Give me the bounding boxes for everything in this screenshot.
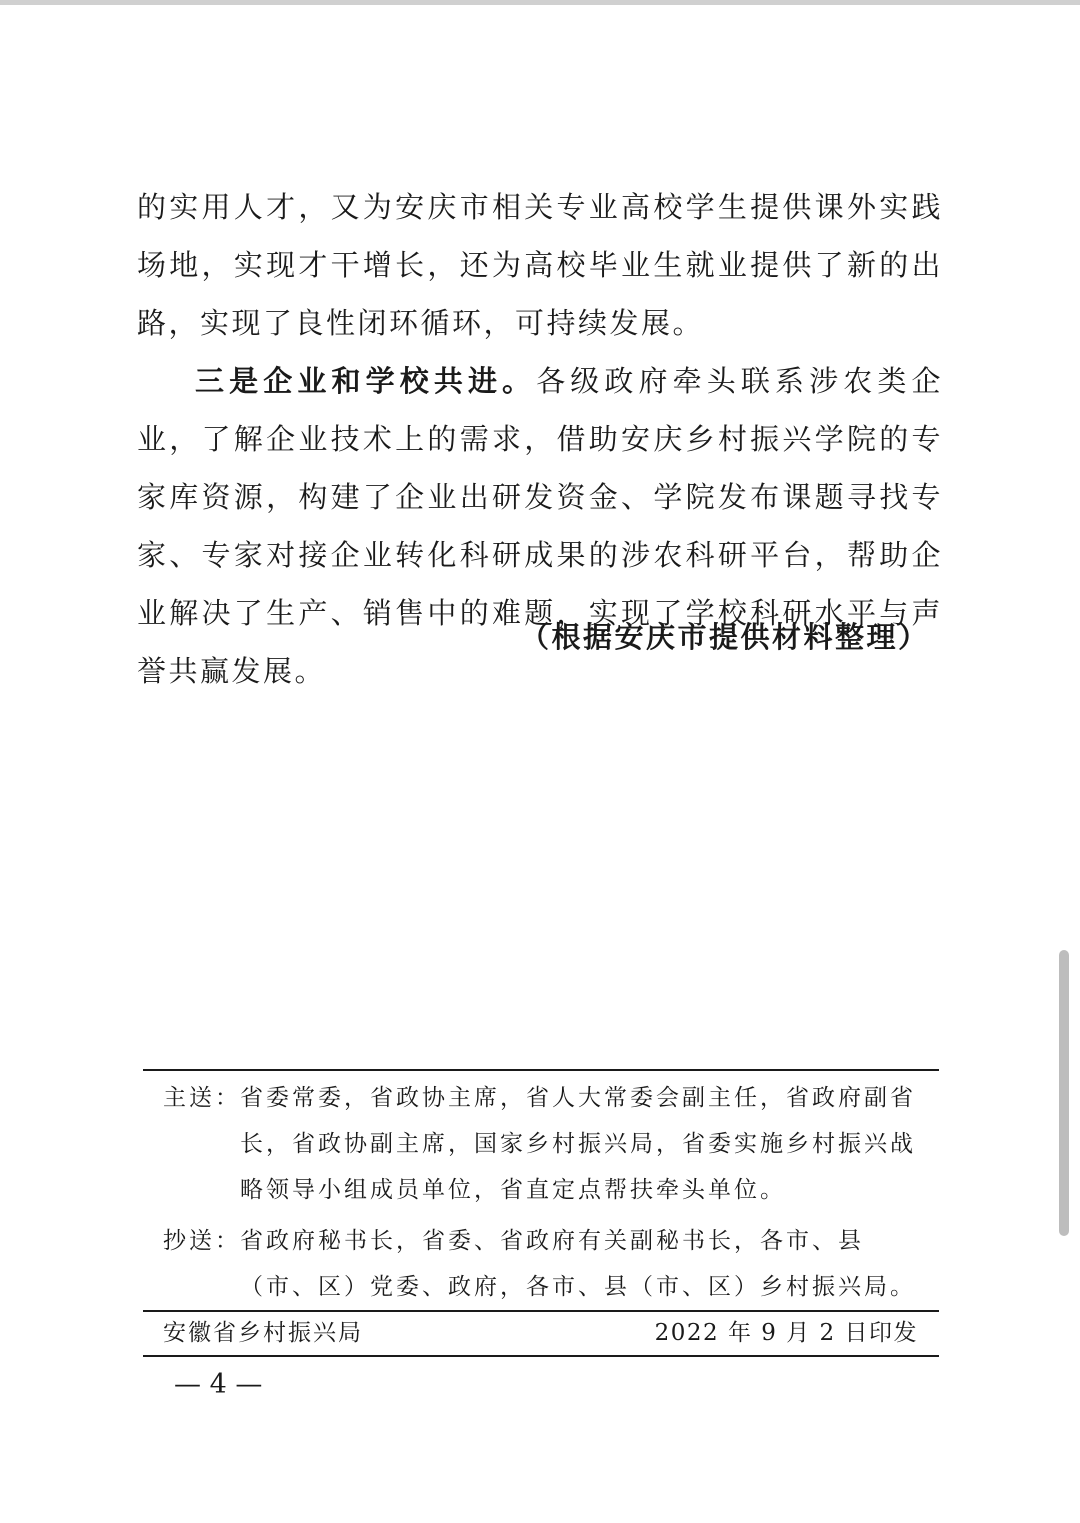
paragraph-1: 的实用人才，又为安庆市相关专业高校学生提供课外实践场地，实现才干增长，还为高校毕业生就业提供了新的出路，实现了良性闭环循环，可持续发展。: [137, 190, 943, 340]
top-status-bar: [0, 0, 1080, 5]
paragraph-2-rest: 各级政府牵头联系涉农类企业，了解企业技术上的需求，借助安庆乡村振兴学院的专家库资源，构建了企业出研发资金、学院发布课题寻找专家、专家对接企业转化科研成果的涉农科研平台，帮助企业解决了生产、销售中的难题，实现了学校科研水平与声誉共赢发展。: [137, 364, 943, 688]
issue-date: 2022 年 9 月 2 日印发: [654, 1320, 918, 1346]
main-recipients-label: 主送：: [163, 1085, 241, 1111]
scrollbar-thumb[interactable]: [1059, 950, 1069, 1236]
issuer-name: 安徽省乡村振兴局: [163, 1320, 363, 1346]
copy-recipients-content: 省政府秘书长，省委、省政府有关副秘书长，各市、县（市、区）党委、政府，各市、县（市、区）乡村振兴局。: [240, 1228, 916, 1300]
source-note: （根据安庆市提供材料整理）: [520, 620, 930, 654]
distribution-main: [163, 1075, 923, 1213]
distribution-top-rule: [143, 1069, 939, 1071]
distribution-copy: [163, 1218, 923, 1310]
copy-recipients-label: 抄送：: [163, 1228, 241, 1254]
footer-bottom-rule: [143, 1355, 939, 1357]
main-recipients-content: 省委常委，省政协主席，省人大常委会副主任，省政府副省长，省政协副主席，国家乡村振兴局，省委实施乡村振兴战略领导小组成员单位，省直定点帮扶牵头单位。: [240, 1085, 916, 1203]
paragraph-2-lead: 三是企业和学校共进。: [195, 364, 537, 398]
page-number: — 4 —: [174, 1369, 263, 1400]
